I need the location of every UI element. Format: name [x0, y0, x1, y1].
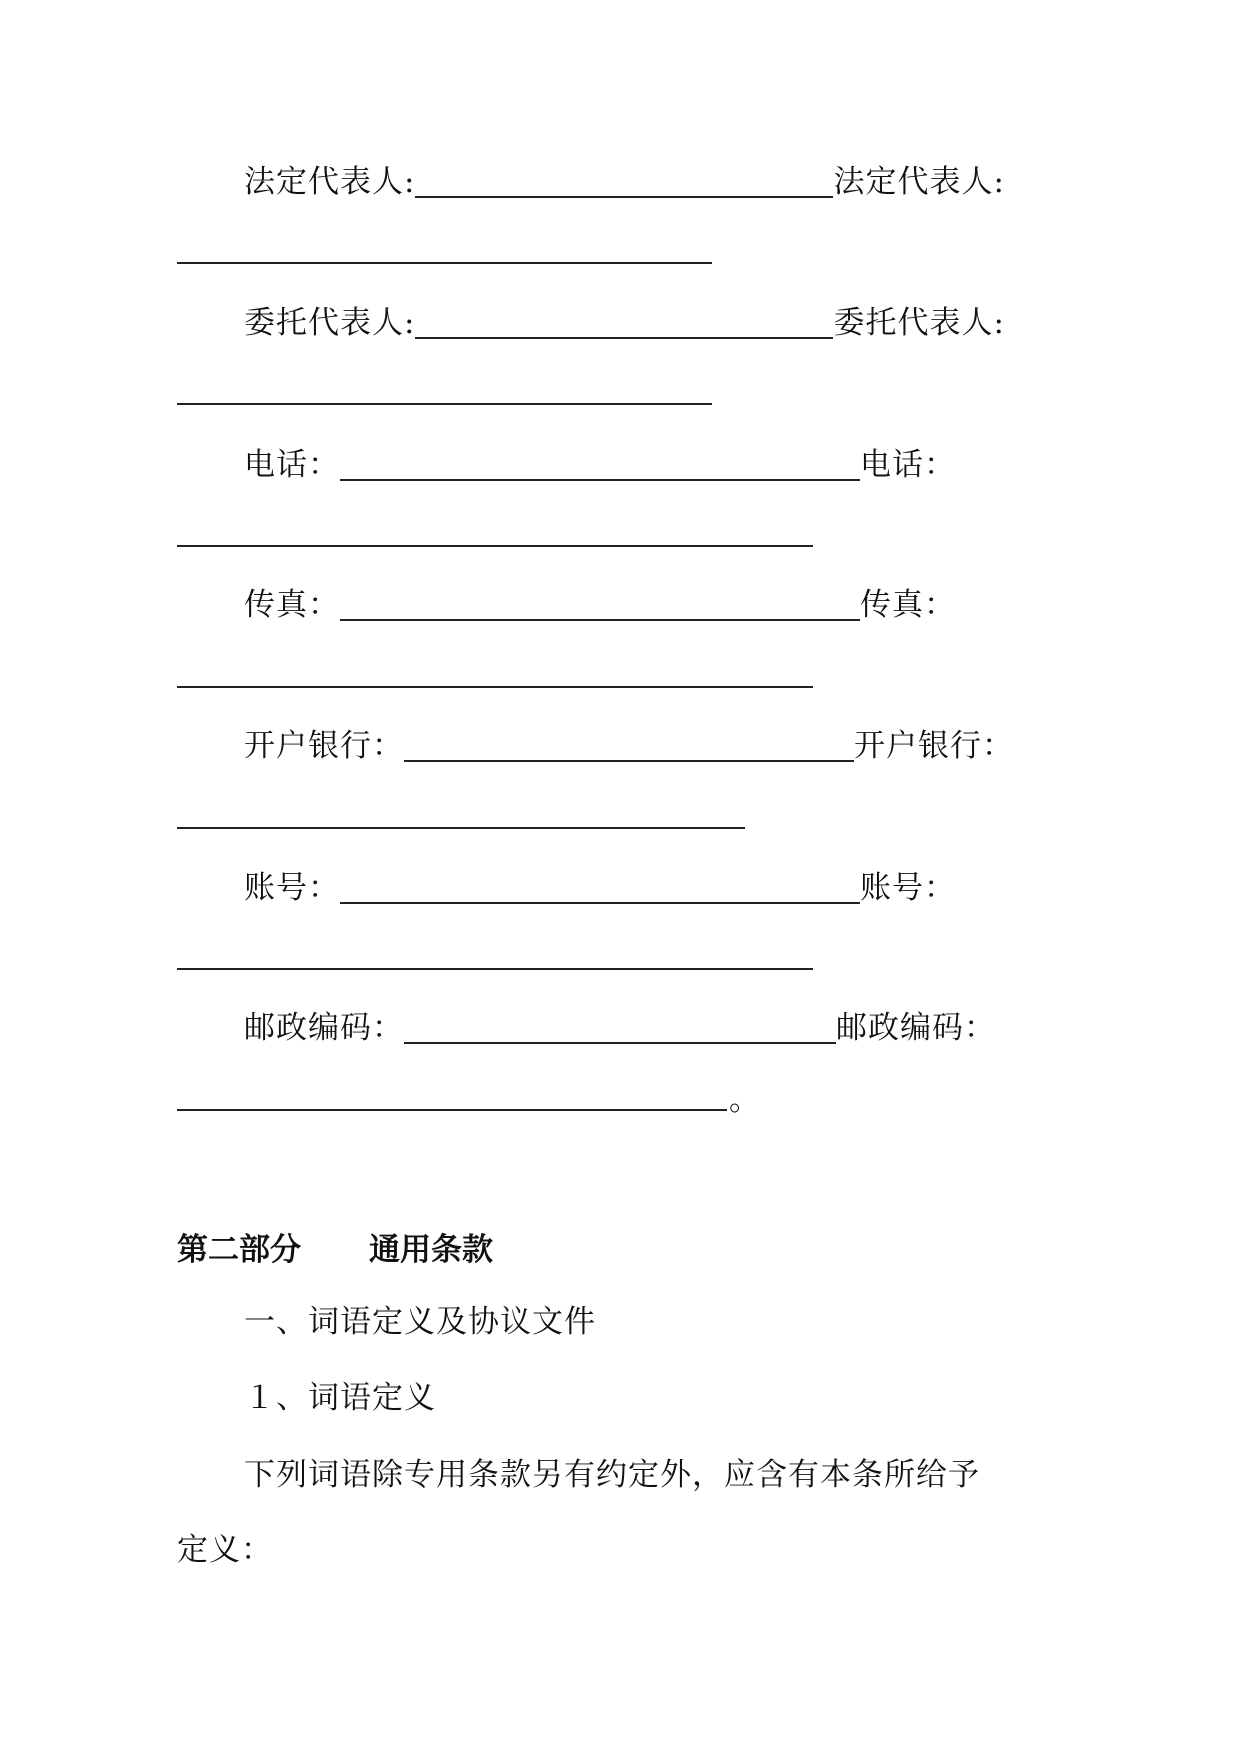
- body-paragraph-line-1: 下列词语除专用条款另有约定外，应含有本条所给予: [244, 1457, 980, 1493]
- subclause-heading: １、词语定义: [244, 1380, 436, 1416]
- section-heading: [177, 1230, 493, 1270]
- fax-label-right: 传真：: [860, 587, 956, 623]
- bank-blank-left[interactable]: [404, 760, 854, 762]
- bank-label-right: 开户银行：: [854, 728, 1014, 764]
- phone-label-left: 电话：: [244, 447, 340, 483]
- legal-rep-blank-left[interactable]: [415, 196, 833, 198]
- fax-label-left: 传真：: [244, 587, 340, 623]
- legal-rep-label-left: 法定代表人:: [244, 164, 416, 200]
- bank-row: [244, 726, 1014, 766]
- fax-row: [244, 585, 956, 625]
- agent-rep-blank-left[interactable]: [415, 337, 833, 339]
- agent-rep-blank-right[interactable]: [177, 403, 712, 405]
- postcode-label-right: 邮政编码：: [836, 1010, 996, 1046]
- phone-blank-left[interactable]: [340, 479, 860, 481]
- postcode-blank-right[interactable]: [177, 1109, 727, 1111]
- account-label-right: 账号：: [860, 870, 956, 906]
- legal-rep-label-right: 法定代表人:: [833, 164, 1005, 200]
- closing-mark: 。: [729, 1082, 761, 1118]
- agent-rep-label-left: 委托代表人:: [244, 305, 416, 341]
- body-paragraph-line-2: 定义：: [177, 1532, 273, 1568]
- section-part: 第二部分: [177, 1232, 301, 1268]
- postcode-row: [244, 1008, 996, 1048]
- clause-heading: 一、词语定义及协议文件: [244, 1304, 596, 1340]
- legal-rep-row: [244, 162, 1005, 202]
- fax-blank-right[interactable]: [177, 686, 813, 688]
- agent-rep-row: [244, 303, 1005, 343]
- section-title: 通用条款: [369, 1232, 493, 1268]
- account-label-left: 账号：: [244, 870, 340, 906]
- account-blank-right[interactable]: [177, 968, 813, 970]
- account-blank-left[interactable]: [340, 902, 860, 904]
- bank-blank-right[interactable]: [177, 827, 745, 829]
- postcode-label-left: 邮政编码：: [244, 1010, 404, 1046]
- account-row: [244, 868, 956, 908]
- agent-rep-label-right: 委托代表人:: [833, 305, 1005, 341]
- legal-rep-blank-right[interactable]: [177, 262, 712, 264]
- phone-row: [244, 445, 956, 485]
- fax-blank-left[interactable]: [340, 619, 860, 621]
- phone-label-right: 电话：: [860, 447, 956, 483]
- phone-blank-right[interactable]: [177, 545, 813, 547]
- postcode-blank-left[interactable]: [404, 1042, 836, 1044]
- bank-label-left: 开户银行：: [244, 728, 404, 764]
